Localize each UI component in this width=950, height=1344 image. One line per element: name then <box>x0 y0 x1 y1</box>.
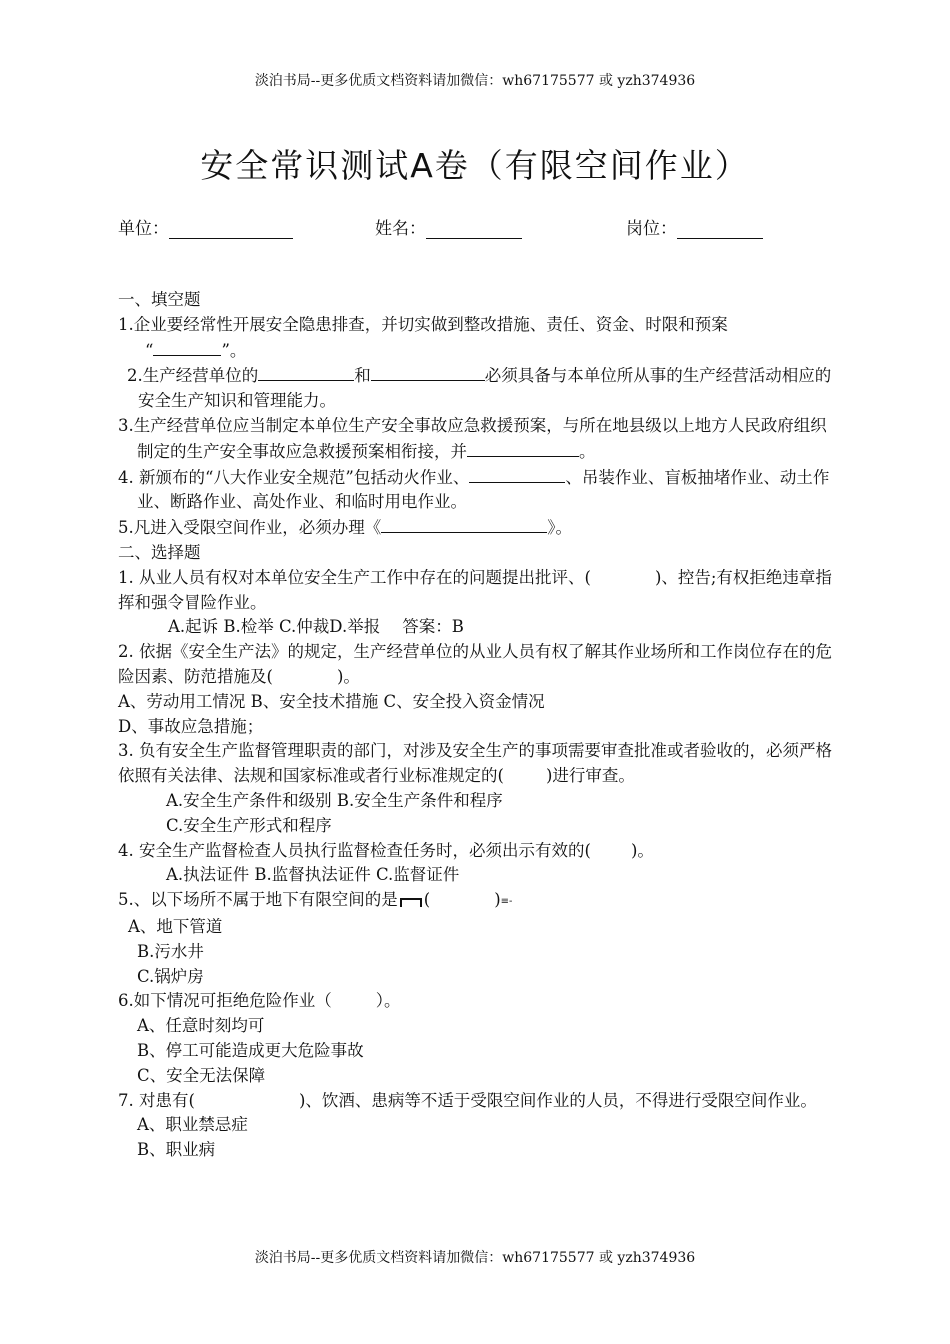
info-fields <box>118 214 838 240</box>
unit-field <box>118 214 293 239</box>
fill-blank[interactable] <box>467 439 579 457</box>
choice-question-7-option-b: B、职业病 <box>137 1140 216 1160</box>
page-title: 安全常识测试A卷（有限空间作业） <box>200 146 750 185</box>
choice-question-7: 7. 对患有( )、饮酒、患病等不适于受限空间作业的人员，不得进行受限空间作业。 <box>118 1090 817 1110</box>
name-blank[interactable] <box>426 220 522 239</box>
choice-question-7-option-a: A、职业禁忌症 <box>137 1115 248 1135</box>
fill-question-1: 1.企业要经常性开展安全隐患排查，并切实做到整改措施、责任、资金、时限和预案 “ ”。 <box>118 314 728 360</box>
post-field <box>626 214 763 239</box>
post-blank[interactable] <box>677 220 763 239</box>
choice-question-3-options-1: A.安全生产条件和级别 B.安全生产条件和程序 <box>166 790 503 810</box>
unit-blank[interactable] <box>169 220 293 239</box>
choice-question-6-option-a: A、任意时刻均可 <box>137 1016 265 1036</box>
choice-question-2: 2. 依据《安全生产法》的规定，生产经营单位的从业人员有权了解其作业场所和工作岗位存在的危险因素、防范措施及( )。 <box>118 642 832 686</box>
choice-question-4: 4. 安全生产监督检查人员执行监督检查任务时，必须出示有效的( )。 <box>118 840 654 860</box>
post-label: 岗位： <box>626 219 677 239</box>
choice-question-6-option-b: B、停工可能造成更大危险事故 <box>137 1040 364 1060</box>
bracket-mark-icon <box>400 898 422 907</box>
choice-question-1: 1. 从业人员有权对本单位安全生产工作中存在的问题提出批评、( )、控告;有权拒绝违章指挥和强令冒险作业。 <box>118 567 832 612</box>
fill-blank[interactable] <box>381 515 547 533</box>
exam-content <box>118 288 832 1163</box>
choice-question-6-option-c: C、安全无法保障 <box>137 1065 266 1085</box>
section2-heading: 二、选择题 <box>118 542 201 562</box>
fill-blank[interactable] <box>258 363 354 381</box>
fill-question-4: 4. 新颁布的“八大作业安全规范”包括动火作业、 、吊装作业、盲板抽堵作业、动土作业、断路作业、高处作业、和临时用电作业。 <box>118 465 832 516</box>
choice-question-5: 5.、以下场所不属于地下有限空间的是 ( )≡- <box>118 890 513 910</box>
choice-question-5-option-b: B.污水井 <box>137 941 204 961</box>
choice-question-6: 6.如下情况可拒绝危险作业（ ）。 <box>118 991 401 1011</box>
choice-question-4-options: A.执法证件 B.监督执法证件 C.监督证件 <box>166 865 460 885</box>
unit-label: 单位： <box>118 219 169 239</box>
name-field <box>375 214 522 239</box>
choice-question-3-options-2: C.安全生产形式和程序 <box>166 815 332 835</box>
choice-question-5-option-c: C.锅炉房 <box>137 966 204 986</box>
fill-blank[interactable] <box>371 363 485 381</box>
fill-question-3: 3.生产经营单位应当制定本单位生产安全事故应急救援预案，与所在地县级以上地方人民政府组织制定的生产安全事故应急救援预案相衔接，并 。 <box>118 415 827 461</box>
fill-blank[interactable] <box>153 338 221 356</box>
choice-question-2-options-1: A、劳动用工情况 B、安全技术措施 C、安全投入资金情况 <box>118 691 545 711</box>
header-note: 淡泊书局--更多优质文档资料请加微信：wh67175577 或 yzh374936 <box>254 73 696 89</box>
choice-question-3: 3. 负有安全生产监督管理职责的部门，对涉及安全生产的事项需要审查批准或者验收的，必须严格依照有关法律、法规和国家标准或者行业标准规定的( )进行审查。 <box>118 741 832 786</box>
choice-question-2-options-2: D、事故应急措施； <box>118 716 264 736</box>
fill-blank[interactable] <box>469 465 565 483</box>
name-label: 姓名： <box>375 219 426 239</box>
choice-question-1-options: A.起诉 B.检举 C.仲裁D.举报 答案：B <box>168 617 464 637</box>
fill-question-5: 5.凡进入受限空间作业，必须办理《 》。 <box>118 515 832 541</box>
choice-question-5-option-a: A、地下管道 <box>128 916 223 936</box>
section1-heading: 一、填空题 <box>118 290 201 309</box>
footer-note: 淡泊书局--更多优质文档资料请加微信：wh67175577 或 yzh374936 <box>254 1250 696 1266</box>
fill-question-2: 2.生产经营单位的 和 必须具备与本单位所从事的生产经营活动相应的安全生产知识和管理能力。 <box>118 363 832 414</box>
